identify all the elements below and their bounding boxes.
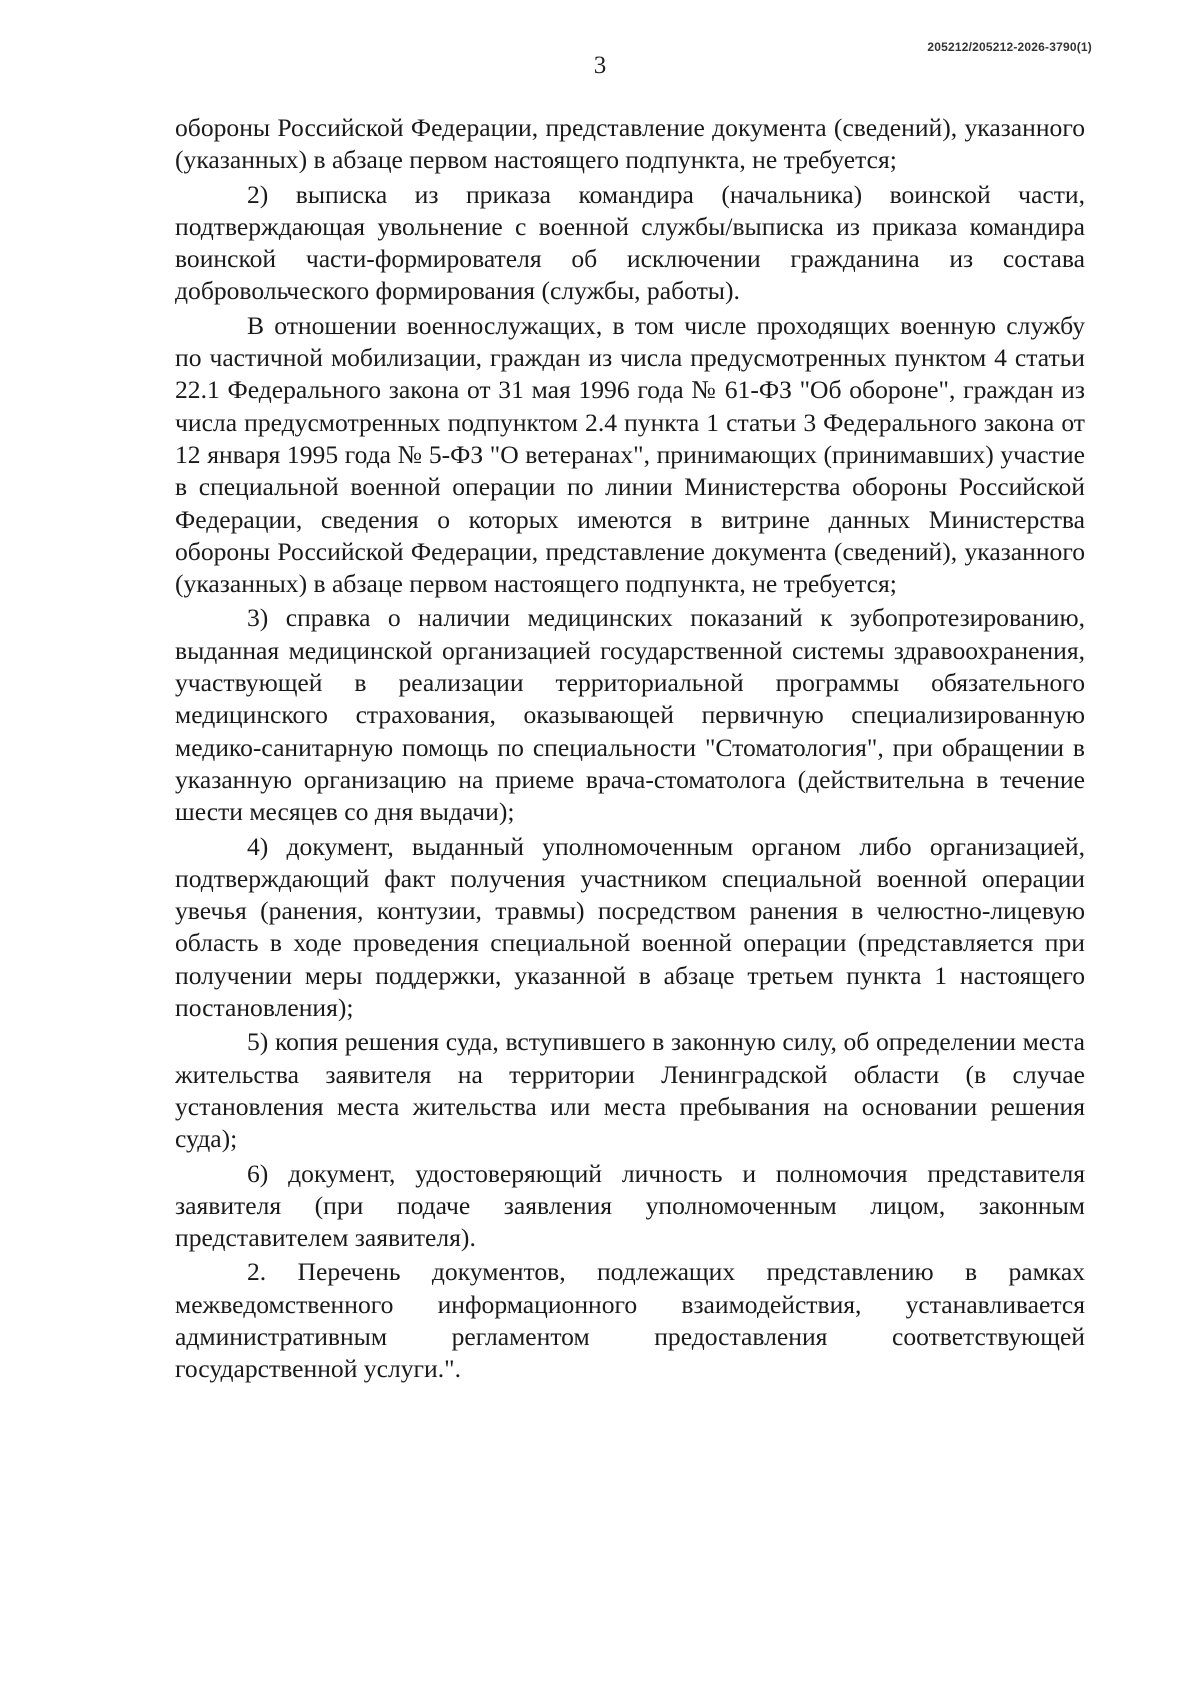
paragraph-item-6: 6) документ, удостоверяющий личность и полномочия представителя заявителя (при подаче заявления уполномоченным лицом, законным представителем заявителя).	[175, 1158, 1085, 1253]
paragraph-item-5: 5) копия решения суда, вступившего в законную силу, об определении места жительства заявителя на территории Ленинградской области (в случае установления места жительства или места пребывания на основании решения суда);	[175, 1027, 1085, 1154]
document-body	[175, 112, 1085, 1386]
paragraph-military-exemption: В отношении военнослужащих, в том числе проходящих военную службу по частичной мобилизации, граждан из числа предусмотренных пунктом 4 статьи 22.1 Федерального закона от 31 мая 1996 года № 61-ФЗ "Об обороне", граждан из числа предусмотренных подпунктом 2.4 пункта 1 статьи 3 Федерального закона от 12 января 1995 года № 5-ФЗ "О ветеранах", принимающих (принимавших) участие в специальной военной операции по линии Министерства обороны Российской Федерации, сведения о которых имеются в витрине данных Министерства обороны Российской Федерации, представление документа (сведений), указанного (указанных) в абзаце первом настоящего подпункта, не требуется;	[175, 310, 1085, 599]
paragraph-continuation: обороны Российской Федерации, представление документа (сведений), указанного (указанных) в абзаце первом настоящего подпункта, не требуется;	[175, 113, 1085, 175]
document-id: 205212/205212-2026-3790(1)	[927, 40, 1092, 54]
paragraph-section-2: 2. Перечень документов, подлежащих представлению в рамках межведомственного информационного взаимодействия, устанавливается административным регламентом предоставления соответствующей государственной услуги.".	[175, 1257, 1085, 1384]
paragraph-item-3: 3) справка о наличии медицинских показаний к зубопротезированию, выданная медицинской организацией государственной системы здравоохранения, участвующей в реализации территориальной программы обязательного медицинского страхования, оказывающей первичную специализированную медико-санитарную помощь по специальности "Стоматология", при обращении в указанную организацию на приеме врача-стоматолога (действительна в течение шести месяцев со дня выдачи);	[175, 603, 1085, 827]
paragraph-item-2: 2) выписка из приказа командира (начальника) воинской части, подтверждающая увольнение с военной службы/выписка из приказа командира воинской части-формирователя об исключении гражданина из состава добровольческого формирования (службы, работы).	[175, 179, 1085, 306]
paragraph-item-4: 4) документ, выданный уполномоченным органом либо организацией, подтверждающий факт получения участником специальной военной операции увечья (ранения, контузии, травмы) посредством ранения в челюстно-лицевую область в ходе проведения специальной военной операции (представляется при получении меры поддержки, указанной в абзаце третьем пункта 1 настоящего постановления);	[175, 831, 1085, 1023]
page-number: 3	[593, 52, 607, 79]
